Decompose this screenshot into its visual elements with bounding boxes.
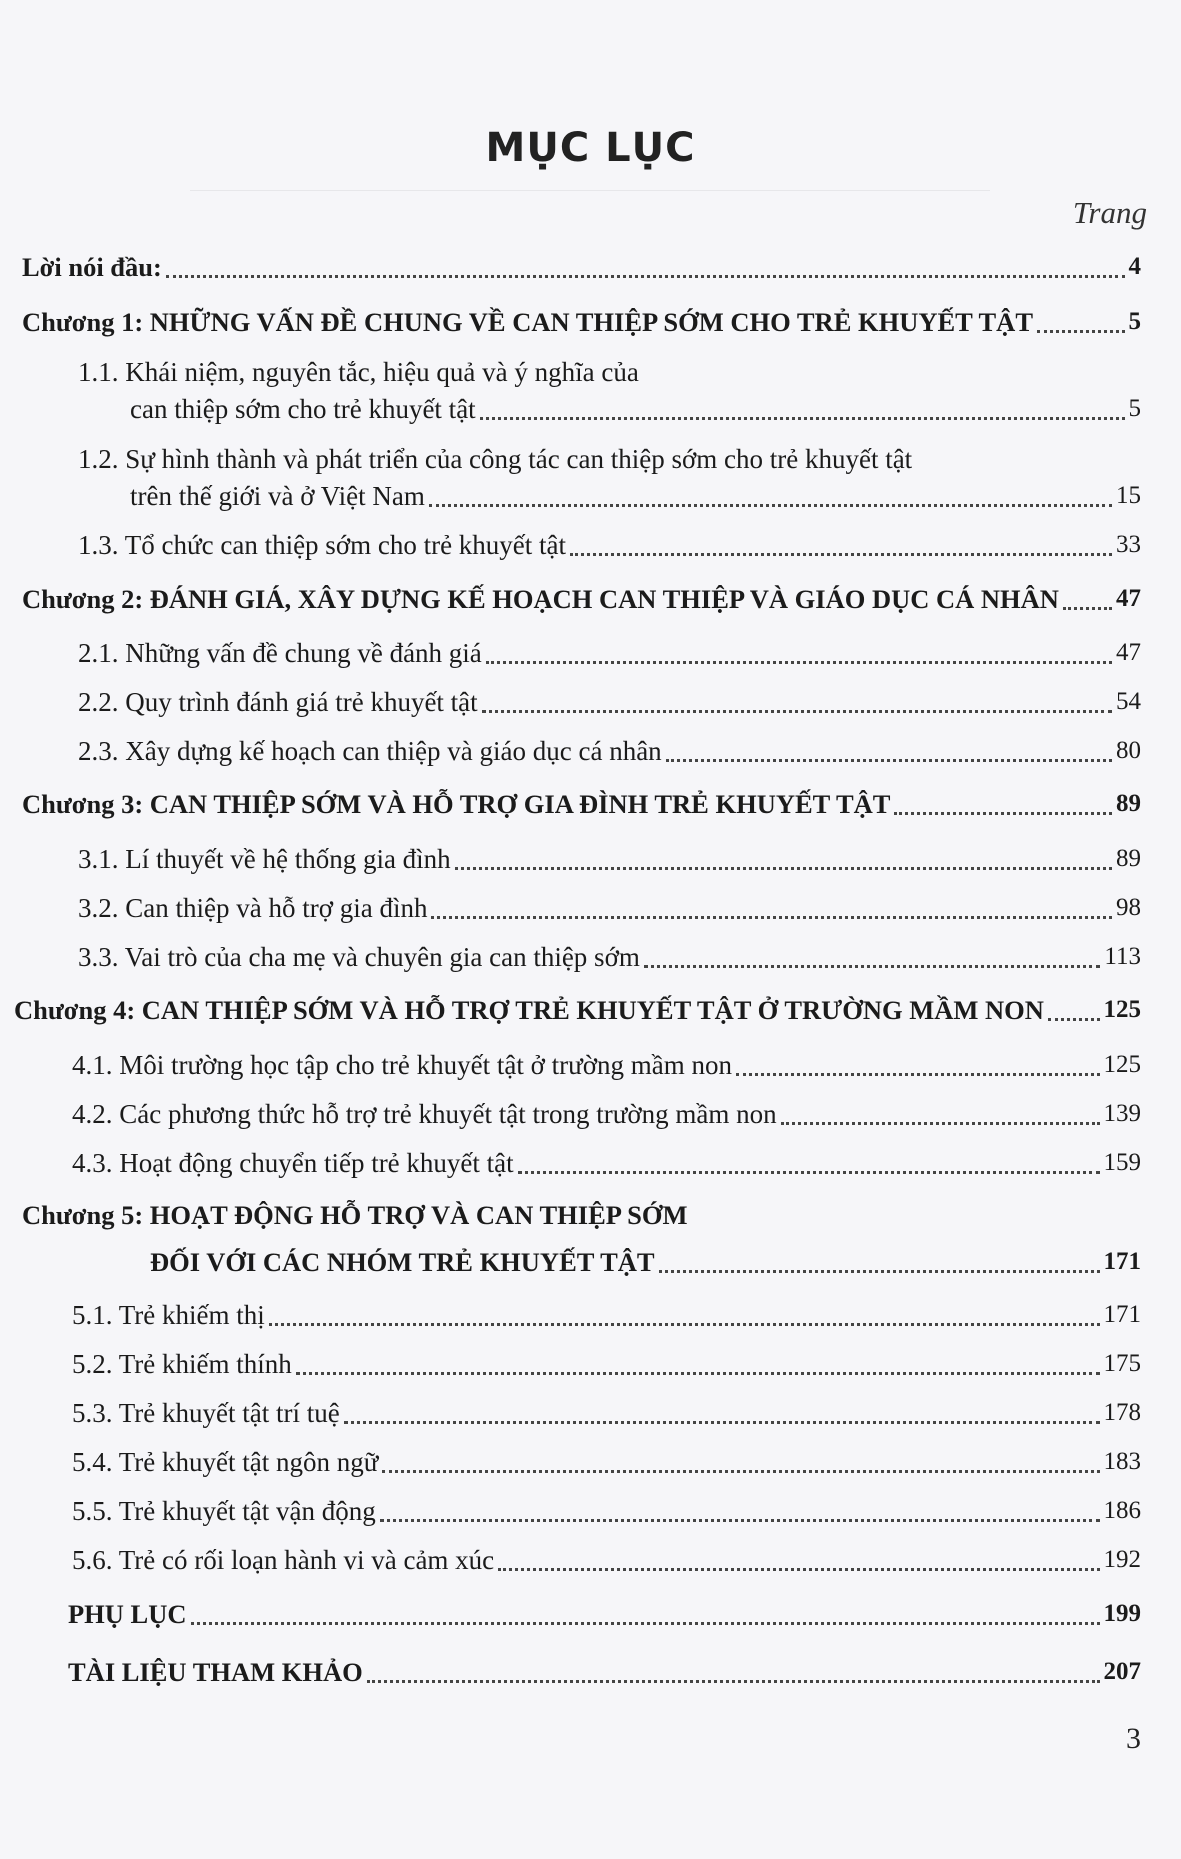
leader-dots: [296, 1371, 1100, 1375]
leader-dots: [191, 1621, 1100, 1625]
toc-entry-3-2[interactable]: [78, 891, 1141, 925]
toc-entry-2-2[interactable]: [78, 685, 1141, 719]
toc-entry-5-3[interactable]: [72, 1396, 1141, 1430]
entry-page: 5: [1128, 308, 1141, 335]
toc-entry-1-2-line1[interactable]: 1.2. Sự hình thành và phát triển của công tác can thiệp sớm cho trẻ khuyết tật: [78, 444, 913, 474]
entry-label: trên thế giới và ở Việt Nam: [130, 481, 425, 511]
toc-entry-5-5[interactable]: [72, 1494, 1141, 1528]
leader-dots: [269, 1322, 1100, 1326]
entry-page: 207: [1103, 1658, 1141, 1685]
entry-page: 47: [1116, 639, 1141, 666]
entry-label: 4.2. Các phương thức hỗ trợ trẻ khuyết tật trong trường mầm non: [72, 1099, 777, 1129]
entry-label: 5.3. Trẻ khuyết tật trí tuệ: [72, 1398, 340, 1428]
leader-dots: [781, 1121, 1100, 1125]
entry-label: 1.3. Tổ chức can thiệp sớm cho trẻ khuyết tật: [78, 530, 567, 560]
leader-dots: [429, 503, 1112, 507]
entry-label: 2.2. Quy trình đánh giá trẻ khuyết tật: [78, 687, 478, 717]
entry-page: 171: [1103, 1301, 1141, 1328]
entry-label: can thiệp sớm cho trẻ khuyết tật: [130, 394, 476, 424]
page-title: MỤC LỤC: [485, 125, 696, 171]
page-number: 3: [1126, 1722, 1141, 1755]
toc-entry-foreword[interactable]: [22, 250, 1141, 284]
leader-dots: [486, 660, 1112, 664]
toc-entry-chapter-2[interactable]: [22, 582, 1141, 616]
toc-entry-1-1[interactable]: [130, 392, 1141, 426]
toc-entry-2-3[interactable]: [78, 734, 1141, 768]
toc-entry-1-2[interactable]: [130, 479, 1141, 513]
entry-page: 80: [1116, 737, 1141, 764]
entry-label: Chương 2: ĐÁNH GIÁ, XÂY DỰNG KẾ HOẠCH CAN THIỆP VÀ GIÁO DỤC CÁ NHÂN: [22, 584, 1059, 614]
entry-label: 5.2. Trẻ khiếm thính: [72, 1349, 292, 1379]
leader-dots: [736, 1072, 1100, 1076]
leader-dots: [344, 1420, 1100, 1424]
entry-label: Chương 3: CAN THIỆP SỚM VÀ HỖ TRỢ GIA ĐÌNH TRẺ KHUYẾT TẬT: [22, 789, 891, 819]
entry-page: 139: [1103, 1100, 1141, 1127]
entry-label: 5.4. Trẻ khuyết tật ngôn ngữ: [72, 1447, 379, 1477]
leader-dots: [498, 1567, 1099, 1571]
toc-entry-chapter-5-line1[interactable]: Chương 5: HOẠT ĐỘNG HỖ TRỢ VÀ CAN THIỆP SỚM: [22, 1200, 688, 1230]
entry-label: Lời nói đầu:: [22, 252, 162, 282]
entry-page: 159: [1103, 1149, 1141, 1176]
entry-label: 3.1. Lí thuyết về hệ thống gia đình: [78, 844, 451, 874]
entry-page: 15: [1116, 482, 1141, 509]
entry-page: 5: [1128, 395, 1141, 422]
leader-dots: [1063, 606, 1112, 610]
toc-entry-4-3[interactable]: [72, 1146, 1141, 1180]
entry-label: Chương 4: CAN THIỆP SỚM VÀ HỖ TRỢ TRẺ KHUYẾT TẬT Ở TRƯỜNG MẦM NON: [14, 995, 1044, 1025]
toc-entry-1-1-line1[interactable]: 1.1. Khái niệm, nguyên tắc, hiệu quả và ý nghĩa của: [78, 357, 639, 387]
entry-page: 125: [1103, 1051, 1141, 1078]
leader-dots: [1048, 1017, 1100, 1021]
leader-dots: [570, 552, 1112, 556]
entry-page: 98: [1116, 894, 1141, 921]
entry-page: 192: [1103, 1546, 1141, 1573]
entry-label: ĐỐI VỚI CÁC NHÓM TRẺ KHUYẾT TẬT: [150, 1247, 655, 1277]
toc-entry-5-6[interactable]: [72, 1543, 1141, 1577]
toc-entry-appendix[interactable]: [68, 1597, 1141, 1631]
toc-entry-4-1[interactable]: [72, 1048, 1141, 1082]
entry-page: 171: [1103, 1248, 1141, 1275]
toc-entry-chapter-5[interactable]: [150, 1245, 1141, 1279]
leader-dots: [1037, 329, 1125, 333]
entry-page: 175: [1103, 1350, 1141, 1377]
entry-page: 178: [1103, 1399, 1141, 1426]
toc-entry-chapter-1[interactable]: [22, 305, 1141, 339]
leader-dots: [455, 866, 1112, 870]
leader-dots: [482, 709, 1112, 713]
entry-label: 3.2. Can thiệp và hỗ trợ gia đình: [78, 893, 428, 923]
toc-entry-1-3[interactable]: [78, 528, 1141, 562]
toc-entry-4-2[interactable]: [72, 1097, 1141, 1131]
entry-label: 3.3. Vai trò của cha mẹ và chuyên gia can thiệp sớm: [78, 942, 640, 972]
toc-entry-5-1[interactable]: [72, 1298, 1141, 1332]
entry-label: 5.6. Trẻ có rối loạn hành vi và cảm xúc: [72, 1545, 495, 1575]
entry-label: 4.3. Hoạt động chuyển tiếp trẻ khuyết tật: [72, 1148, 514, 1178]
leader-dots: [380, 1518, 1100, 1522]
leader-dots: [894, 811, 1112, 815]
toc-entry-chapter-3[interactable]: [22, 787, 1141, 821]
leader-dots: [382, 1469, 1099, 1473]
leader-dots: [431, 915, 1112, 919]
leader-dots: [666, 758, 1112, 762]
entry-label: 5.5. Trẻ khuyết tật vận động: [72, 1496, 376, 1526]
entry-page: 89: [1116, 845, 1141, 872]
leader-dots: [644, 964, 1101, 968]
divider: [190, 190, 990, 191]
leader-dots: [480, 416, 1125, 420]
entry-label: 2.3. Xây dựng kế hoạch can thiệp và giáo dục cá nhân: [78, 736, 662, 766]
entry-page: 4: [1128, 253, 1141, 280]
toc-entry-3-1[interactable]: [78, 842, 1141, 876]
entry-page: 125: [1103, 996, 1141, 1023]
entry-page: 54: [1116, 688, 1141, 715]
entry-page: 199: [1103, 1600, 1141, 1627]
toc-entry-2-1[interactable]: [78, 636, 1141, 670]
entry-page: 183: [1103, 1448, 1141, 1475]
entry-label: 2.1. Những vấn đề chung về đánh giá: [78, 638, 482, 668]
leader-dots: [518, 1170, 1100, 1174]
entry-page: 89: [1116, 790, 1141, 817]
entry-page: 33: [1116, 531, 1141, 558]
entry-page: 113: [1104, 943, 1141, 970]
leader-dots: [659, 1269, 1100, 1273]
entry-page: 186: [1103, 1497, 1141, 1524]
toc-entry-references[interactable]: [68, 1655, 1141, 1689]
entry-label: Chương 1: NHỮNG VẤN ĐỀ CHUNG VỀ CAN THIỆP SỚM CHO TRẺ KHUYẾT TẬT: [22, 307, 1033, 337]
toc-entry-5-2[interactable]: [72, 1347, 1141, 1381]
page-column-label: Trang: [1072, 195, 1147, 230]
toc-entry-5-4[interactable]: [72, 1445, 1141, 1479]
entry-label: 4.1. Môi trường học tập cho trẻ khuyết tật ở trường mầm non: [72, 1050, 732, 1080]
leader-dots: [166, 274, 1125, 278]
entry-label: TÀI LIỆU THAM KHẢO: [68, 1657, 363, 1687]
entry-label: 5.1. Trẻ khiếm thị: [72, 1300, 265, 1330]
toc-entry-3-3[interactable]: [78, 940, 1141, 974]
leader-dots: [367, 1679, 1100, 1683]
entry-page: 47: [1116, 585, 1141, 612]
toc-entry-chapter-4[interactable]: [14, 993, 1141, 1027]
entry-label: PHỤ LỤC: [68, 1599, 187, 1629]
